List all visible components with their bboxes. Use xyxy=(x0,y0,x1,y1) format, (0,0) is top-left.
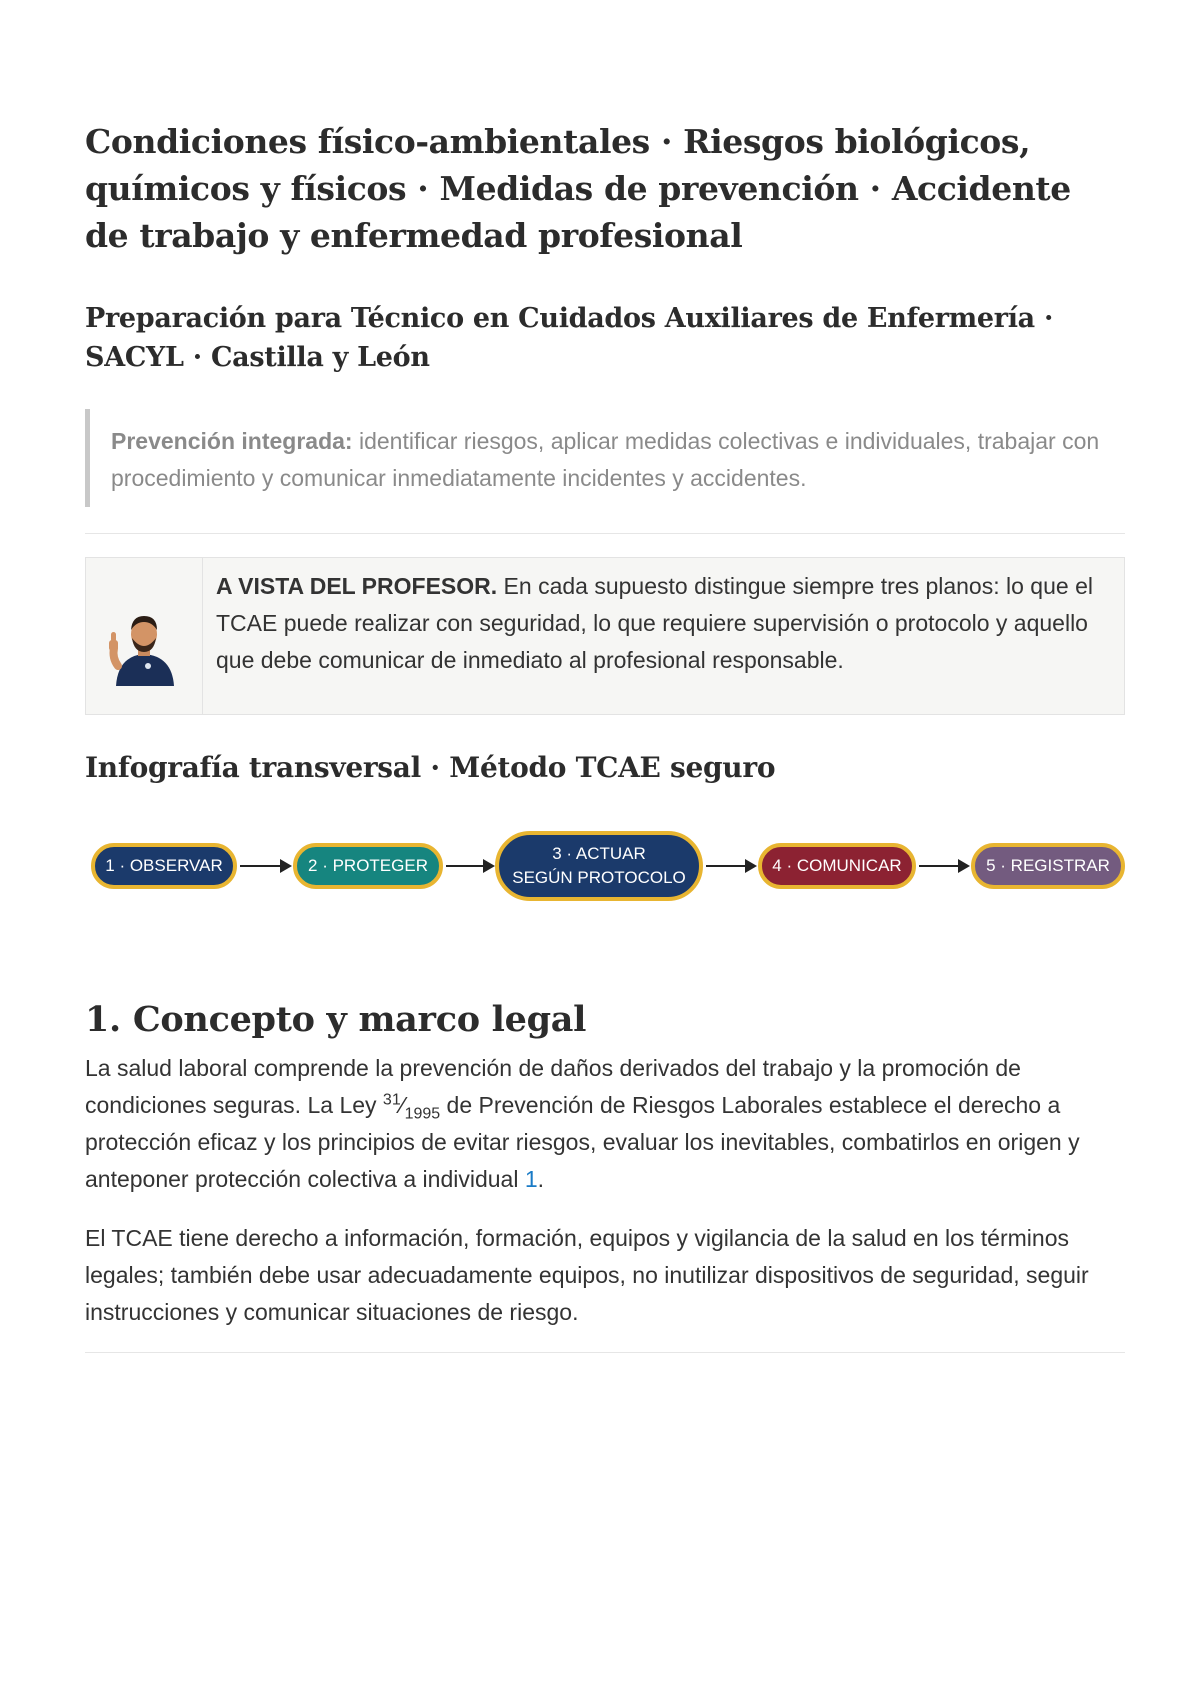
flow-step-comunicar xyxy=(758,843,916,889)
flow-step-label: 1 · OBSERVAR xyxy=(105,856,223,875)
law-year: 1995 xyxy=(404,1105,441,1123)
flow-step-label: 5 · REGISTRAR xyxy=(986,856,1110,875)
flow-step-proteger xyxy=(293,843,443,889)
quote-label: Prevención integrada: xyxy=(111,428,353,454)
infographic-heading: Infografía transversal · Método TCAE seguro xyxy=(85,751,776,784)
teacher-tip-label: A VISTA DEL PROFESOR. xyxy=(216,573,498,599)
flow-step-registrar xyxy=(971,843,1125,889)
page-title: Condiciones físico-ambientales · Riesgos biológicos, químicos y físicos · Medidas de prevención · Accidente de trabajo y enfermedad profesional xyxy=(85,122,1071,255)
paragraph-text: . xyxy=(537,1166,545,1192)
section-paragraph: El TCAE tiene derecho a información, formación, equipos y vigilancia de la salud en los términos legales; también debe usar adecuadamente equipos, no inutilizar dispositivos de seguridad, seguir instrucciones y comunicar situaciones de riesgo. xyxy=(85,1225,1089,1325)
method-flow xyxy=(85,826,1125,906)
teacher-avatar-icon xyxy=(86,558,202,714)
section-paragraph xyxy=(85,1050,1125,1198)
flow-step-label: 3 · ACTUAR xyxy=(552,844,646,863)
flow-step-label: 4 · COMUNICAR xyxy=(772,856,902,875)
paragraph-text: La salud laboral comprende la prevención de daños derivados del trabajo y la promoción de condiciones seguras. La Ley xyxy=(85,1055,1021,1118)
section-heading: 1. Concepto y marco legal xyxy=(85,999,587,1040)
teacher-tip-box xyxy=(85,557,1125,715)
flow-arrow xyxy=(446,865,493,867)
flow-step-label: SEGÚN PROTOCOLO xyxy=(512,868,686,887)
flow-arrow xyxy=(919,865,968,867)
flow-arrow xyxy=(240,865,290,867)
teacher-tip-body: En cada supuesto distingue siempre tres planos: lo que el TCAE puede realizar con seguridad, lo que requiere supervisión o protocolo y aquello que debe comunicar de inmediato al profesional responsable. xyxy=(216,573,1093,673)
flow-step-label: 2 · PROTEGER xyxy=(308,856,428,875)
law-slash: ⁄ xyxy=(400,1092,405,1118)
divider xyxy=(85,1352,1125,1353)
flow-step-observar xyxy=(91,843,237,889)
quote-text: identificar riesgos, aplicar medidas colectivas e individuales, trabajar con procedimiento y comunicar inmediatamente incidentes y accidentes. xyxy=(111,428,1100,491)
key-quote xyxy=(85,409,1125,507)
flow-arrow xyxy=(706,865,755,867)
reference-link[interactable]: 1 xyxy=(524,1166,538,1192)
law-number: 31 xyxy=(382,1091,401,1109)
paragraph-text: de Prevención de Riesgos Laborales establece el derecho a protección eficaz y los principios de evitar riesgos, evaluar los inevitables, combatirlos en origen y anteponer protección colectiva a individual xyxy=(85,1092,1080,1192)
flow-step-actuar xyxy=(495,831,703,901)
teacher-tip-text xyxy=(216,568,1116,679)
divider xyxy=(85,533,1125,534)
page-subtitle: Preparación para Técnico en Cuidados Auxiliares de Enfermería · SACYL · Castilla y León xyxy=(85,303,1054,373)
avatar-cell xyxy=(86,558,203,714)
